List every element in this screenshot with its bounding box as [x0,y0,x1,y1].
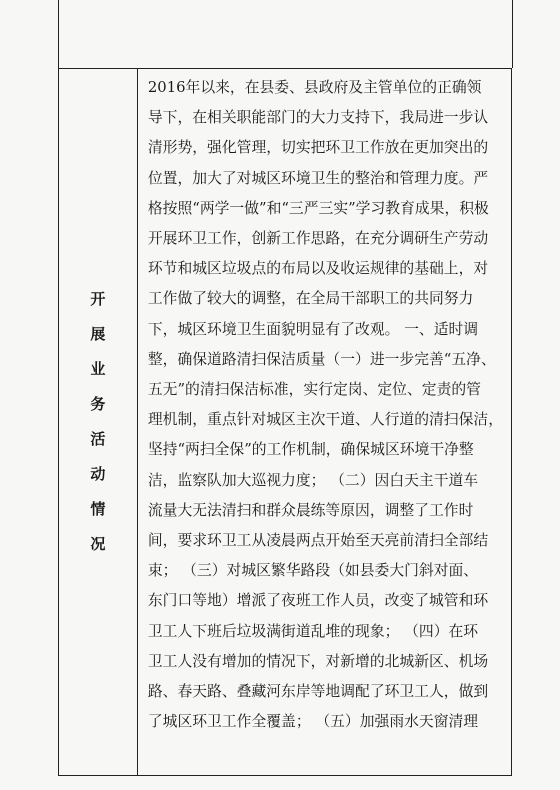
text-line: 流量大无法清扫和群众晨练等原因，调整了工作时 [147,501,474,519]
text-line: 洁，监察队加大巡视力度； （二）因白天主干道车 [147,471,479,489]
text-line: 开展环卫工作，创新工作思路，在充分调研生产劳动 [147,230,489,248]
report-form-table [58,68,512,776]
label-cell [59,69,138,775]
business-activities-text [148,73,503,737]
section-label-char: 展 [90,325,106,343]
text-line: 下，城区环境卫生面貌明显有了改观。 一、适时调 [147,320,479,338]
section-label-char: 动 [90,465,106,483]
text-line: 清形势，强化管理，切实把环卫工作放在更加突出的 [147,139,489,157]
text-line: 格按照“两学一做”和“三严三实”学习教育成果，积极 [147,199,489,217]
text-line: 位置，加大了对城区环境卫生的整治和管理力度。严 [147,169,489,187]
text-line: 卫工人没有增加的情况下，对新增的北城新区、机场 [147,652,489,670]
text-line: 2016年以来，在县委、县政府及主管单位的正确领 [147,79,482,96]
section-label-char: 活 [90,430,106,448]
text-line: 坚持“两扫全保”的工作机制，确保城区环境干净整 [147,441,474,459]
section-label-vertical [90,282,105,562]
table-top-left-rule [58,0,59,68]
text-line: 整，确保道路清扫保洁质量（一）进一步完善“五净、 [147,350,496,368]
section-label-char: 开 [90,290,106,308]
text-line: 路、春天路、叠藏河东岸等地调配了环卫工人，做到 [147,683,489,701]
section-label-char: 况 [90,535,106,553]
text-line: 环节和城区垃圾点的布局以及收运规律的基础上，对 [147,260,489,278]
text-line: 间，要求环卫工从凌晨两点开始至天亮前清扫全部结 [147,532,489,550]
text-line: 导下，在相关职能部门的大力支持下，我局进一步认 [147,109,489,127]
text-line: 束； （三）对城区繁华路段（如县委大门斜对面、 [147,562,479,580]
text-line: 东门口等地）增派了夜班工作人员，改变了城管和环 [147,592,489,610]
content-cell [138,69,511,775]
text-line: 卫工人下班后垃圾满街道乱堆的现象； （四）在环 [147,622,479,640]
table-top-right-rule [512,0,513,68]
text-line: 理机制，重点针对城区主次干道、人行道的清扫保洁， [147,411,503,429]
text-line: 了城区环卫工作全覆盖； （五）加强雨水天窗清理 [147,713,479,731]
text-line: 工作做了较大的调整，在全局干部职工的共同努力 [147,290,474,308]
section-label-char: 务 [90,395,106,413]
section-label-char: 情 [90,500,106,518]
text-line: 五无”的清扫保洁标准，实行定岗、定位、定责的管 [147,381,481,399]
section-label-char: 业 [90,360,106,378]
